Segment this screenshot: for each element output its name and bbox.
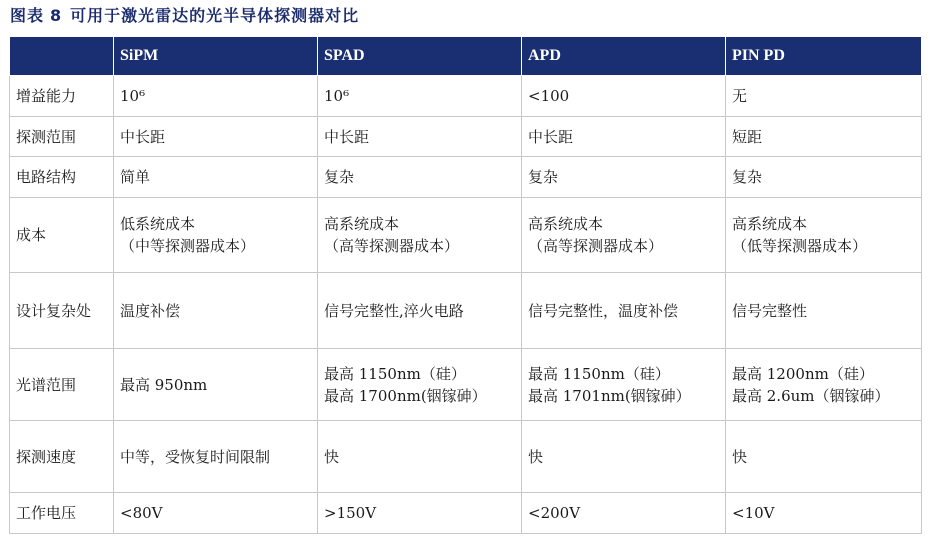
table-cell xyxy=(726,198,922,273)
cell-text: >150V xyxy=(324,504,377,522)
figure-number: 8 xyxy=(50,6,63,25)
table-cell xyxy=(318,76,522,117)
table-cell xyxy=(726,157,922,198)
cell-text: 短距 xyxy=(732,127,763,146)
header-cell-sipm: SiPM xyxy=(114,37,318,76)
cell-text: 低系统成本 xyxy=(120,215,196,233)
table-cell xyxy=(522,493,726,534)
table-cell xyxy=(114,421,318,493)
cell-text: <100 xyxy=(528,87,570,105)
table-row xyxy=(10,157,922,198)
figure-title xyxy=(10,4,359,28)
table-cell xyxy=(318,421,522,493)
table-cell xyxy=(114,198,318,273)
cell-text: 10⁶ xyxy=(120,87,146,105)
cell-text: 无 xyxy=(732,87,748,105)
cell-text: <80V xyxy=(120,504,163,522)
cell-text: 高系统成本 xyxy=(732,215,808,233)
table-cell xyxy=(522,198,726,273)
cell-text: （中等探测器成本） xyxy=(120,237,256,255)
table-cell xyxy=(318,349,522,421)
cell-text: 最高 1200nm（硅） xyxy=(732,364,874,383)
table-cell xyxy=(318,493,522,534)
comparison-table xyxy=(9,36,922,534)
table-cell xyxy=(522,349,726,421)
table-cell xyxy=(726,421,922,493)
table-row xyxy=(10,273,922,349)
table-cell xyxy=(318,273,522,349)
row-label: 工作电压 xyxy=(10,493,114,534)
table-row xyxy=(10,117,922,157)
table-cell xyxy=(114,493,318,534)
cell-text: 中等，受恢复时间限制 xyxy=(120,447,271,466)
cell-text: 复杂 xyxy=(528,168,559,186)
cell-text: <200V xyxy=(528,504,581,522)
table-cell xyxy=(114,117,318,157)
table-cell xyxy=(318,157,522,198)
cell-text: 最高 1701nm(铟镓砷） xyxy=(528,386,691,405)
table-cell xyxy=(522,117,726,157)
cell-text: 最高 2.6um（铟镓砷） xyxy=(732,386,890,405)
row-label: 设计复杂处 xyxy=(10,273,114,349)
table-cell xyxy=(318,198,522,273)
table-cell xyxy=(726,76,922,117)
header-cell-corner xyxy=(10,37,114,76)
cell-text: （高等探测器成本） xyxy=(324,237,460,255)
figure-caption: 可用于激光雷达的光半导体探测器对比 xyxy=(70,6,360,25)
cell-text: 高系统成本 xyxy=(528,215,604,233)
cell-text: 信号完整性,淬火电路 xyxy=(324,301,464,320)
table-cell xyxy=(726,117,922,157)
cell-text: 复杂 xyxy=(324,168,355,186)
cell-text: 中长距 xyxy=(528,127,574,146)
cell-text: 信号完整性 xyxy=(732,301,808,320)
row-label: 成本 xyxy=(10,198,114,273)
table-cell xyxy=(726,273,922,349)
table-row xyxy=(10,76,922,117)
cell-text: 简单 xyxy=(120,168,151,186)
table-cell xyxy=(522,421,726,493)
row-label: 增益能力 xyxy=(10,76,114,117)
table-cell xyxy=(522,157,726,198)
table-cell xyxy=(114,273,318,349)
cell-text: 信号完整性，温度补偿 xyxy=(528,301,679,320)
header-cell-apd: APD xyxy=(522,37,726,76)
cell-text: 温度补偿 xyxy=(120,301,181,320)
table-cell xyxy=(114,76,318,117)
table-cell xyxy=(318,117,522,157)
cell-text: 最高 950nm xyxy=(120,375,208,394)
header-row xyxy=(10,37,922,76)
table-row xyxy=(10,493,922,534)
table-row xyxy=(10,349,922,421)
cell-text: 复杂 xyxy=(732,168,763,186)
cell-text: 快 xyxy=(324,447,340,466)
cell-text: 快 xyxy=(528,447,544,466)
row-label: 电路结构 xyxy=(10,157,114,198)
table-row xyxy=(10,198,922,273)
cell-text: 中长距 xyxy=(324,127,370,146)
cell-text: 最高 1150nm（硅） xyxy=(528,364,670,383)
cell-text: 10⁶ xyxy=(324,87,350,105)
header-cell-pin-pd: PIN PD xyxy=(726,37,922,76)
row-label: 光谱范围 xyxy=(10,349,114,421)
cell-text: 快 xyxy=(732,447,748,466)
cell-text: （高等探测器成本） xyxy=(528,237,664,255)
table-cell xyxy=(522,76,726,117)
cell-text: 中长距 xyxy=(120,127,166,146)
header-cell-spad: SPAD xyxy=(318,37,522,76)
table-cell xyxy=(522,273,726,349)
cell-text: （低等探测器成本） xyxy=(732,237,868,255)
cell-text: 最高 1150nm（硅） xyxy=(324,364,466,383)
cell-text: 最高 1700nm(铟镓砷） xyxy=(324,386,487,405)
figure-label: 图表 xyxy=(10,6,45,25)
table-cell xyxy=(114,349,318,421)
cell-text: 高系统成本 xyxy=(324,215,400,233)
table-cell xyxy=(114,157,318,198)
table-cell xyxy=(726,493,922,534)
row-label: 探测速度 xyxy=(10,421,114,493)
table-cell xyxy=(726,349,922,421)
table-row xyxy=(10,421,922,493)
row-label: 探测范围 xyxy=(10,117,114,157)
cell-text: <10V xyxy=(732,504,775,522)
